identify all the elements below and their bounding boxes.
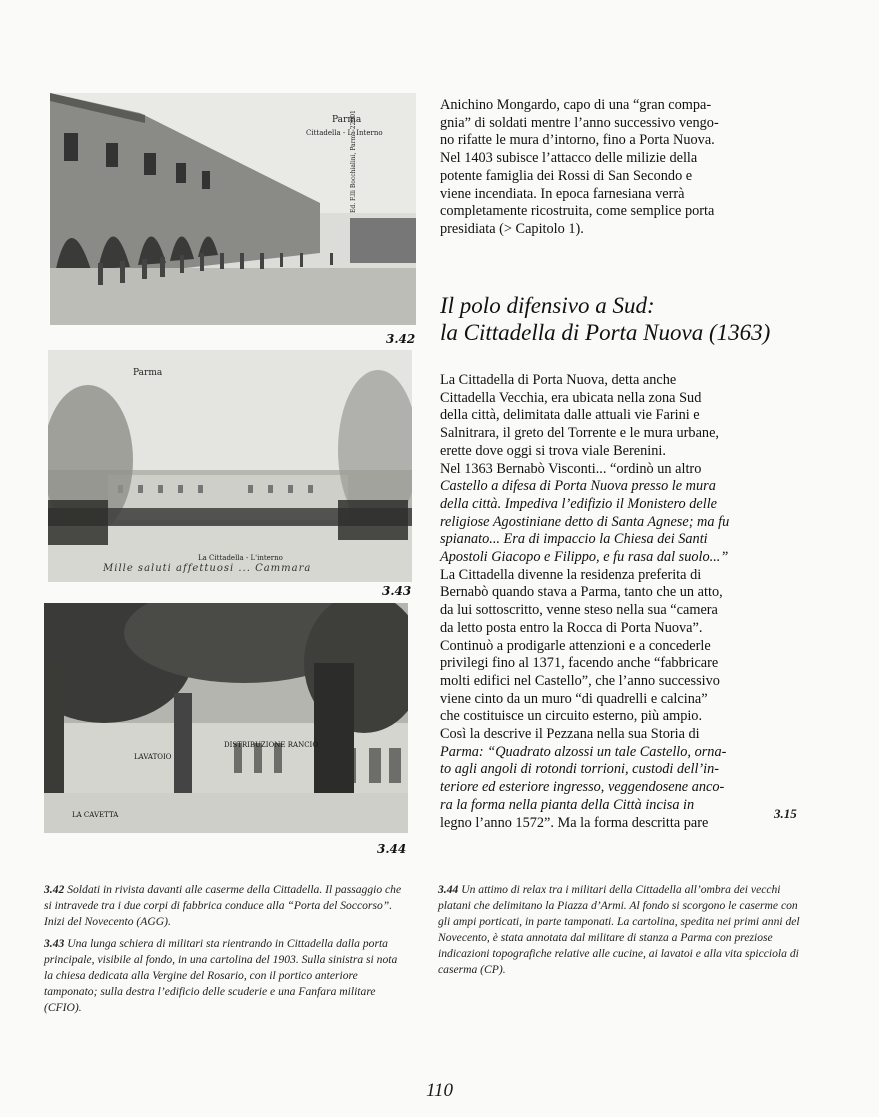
photo-side-text: Ed. F.lli Bocchialini, Parma 22901 (350, 110, 357, 213)
photo-3-43 (48, 350, 412, 582)
body-line: Apostoli Giacopo e Filippo, e fu rasa dal suolo...” (440, 549, 729, 566)
heading-line-2: la Cittadella di Porta Nuova (1363) (440, 320, 771, 345)
body-line: Salnitrara, il greto del Torrente e le mura urbane, (440, 425, 719, 442)
photo-sign-rancio: DISTRIBUZIONE RANCIO (224, 741, 319, 749)
body-line: della città. Impediva l’edifizio il Monistero delle (440, 495, 718, 512)
intro-line: Nel 1403 subisce l’attacco delle milizie della (440, 150, 698, 167)
caption-3-43 (44, 936, 406, 1016)
body-line: Castello a difesa di Porta Nuova presso le mura (440, 478, 716, 495)
intro-line: completamente ricostruita, come semplice porta (440, 203, 715, 220)
captions-right (438, 882, 800, 984)
intro-paragraph (440, 97, 772, 239)
body-line: erette dove oggi si trova viale Berenini. (440, 442, 666, 459)
photo-handwriting: Mille saluti affettuosi ... Cammara (103, 563, 312, 574)
page-number: 110 (425, 1080, 454, 1101)
body-text (440, 372, 772, 832)
figure-number-3-43: 3.43 (382, 584, 412, 598)
intro-line: no rifatte le mura d’intorno, fino a Porta Nuova. (440, 132, 715, 149)
intro-line: gnia” di soldati mentre l’anno successivo vengo- (440, 114, 719, 131)
body-line: teriore ed esteriore ingresso, veggendosene anco- (440, 779, 725, 796)
body-line: Continuò a prodigarle attenzioni e a concederle (440, 637, 711, 654)
heading-line-1: Il polo difensivo a Sud: (440, 293, 655, 318)
body-line: che costituisce un circuito esterno, più ampio. (440, 708, 703, 725)
caption-number: 3.42 (44, 883, 65, 896)
photo-sign-cavetta: LA CAVETTA (72, 811, 119, 819)
figure-number-3-42: 3.42 (386, 332, 416, 346)
caption-number: 3.43 (44, 937, 65, 950)
intro-line: viene incendiata. In epoca farnesiana verrà (440, 185, 685, 202)
section-heading (440, 292, 780, 346)
body-line: Parma: “Quadrato alzossi un tale Castello, orna- (440, 743, 727, 760)
body-line: Nel 1363 Bernabò Visconti... “ordinò un altro (440, 460, 702, 477)
body-line: spianato... Era di impaccio la Chiesa dei Santi (440, 531, 708, 548)
body-line: da lui sottoscritto, venne steso nella sua “camera (440, 602, 718, 619)
figure-number-3-44: 3.44 (377, 842, 407, 856)
intro-line: presidiata (> Capitolo 1). (440, 220, 584, 237)
photo-caption-strip: La Cittadella - L'interno (198, 554, 283, 562)
intro-line: Anichino Mongardo, capo di una “gran compa- (440, 97, 712, 113)
caption-3-42 (44, 882, 406, 930)
photo-3-42 (50, 93, 416, 325)
captions-left (44, 882, 406, 1022)
margin-reference: 3.15 (774, 806, 797, 821)
body-line: privilegi fino al 1371, facendo anche “fabbricare (440, 655, 719, 672)
photo-label-city: Parma (332, 115, 362, 125)
body-line: religiose Agostiniane detto di Santa Agnese; ma fu (440, 513, 730, 530)
body-line: La Cittadella di Porta Nuova, detta anche (440, 372, 677, 388)
body-line: La Cittadella divenne la residenza preferita di (440, 566, 702, 583)
photo-sign-lavatoio: LAVATOIO (134, 753, 172, 761)
caption-text: Una lunga schiera di militari sta rientrando in Cittadella dalla porta principale, visibile al fondo, in una cartolina del 1903. Sulla sinistra si nota la chiesa dedicata alla Vergine del Rosario, con il portico anteriore tamponato; sulla destra l’edificio delle scuderie e una Fanfara militare (CFIO). (44, 937, 398, 1014)
body-line: Così la descrive il Pezzana nella sua Storia di (440, 726, 700, 743)
body-line: ra la forma nella pianta della Città incisa in (440, 796, 695, 813)
body-line: molti edifici nel Castello”, che l’anno successivo (440, 672, 720, 689)
body-line: to agli angoli di rotondi torrioni, custodi dell’in- (440, 761, 720, 778)
caption-3-44 (438, 882, 800, 978)
body-line: legno l’anno 1572”. Ma la forma descritta pare (440, 814, 709, 831)
body-line: della città, delimitata dalle attuali vie Farini e (440, 407, 700, 424)
body-line: viene cinto da un muro “di quadrelli e calcina” (440, 690, 708, 707)
caption-text: Un attimo di relax tra i militari della Cittadella all’ombra dei vecchi platani che delimitano la Piazza d’Armi. Al fondo si scorgono le caserme con gli ampi porticati, in parte tamponati. La cartolina, spedita nei primi anni del Novecento, è stata annotata dal militare di stanza a Parma con preziose indicazioni topografiche relative alle cucine, ai lavatoi e alla vita spicciola di caserma (CP). (438, 883, 800, 976)
body-line: Bernabò quando stava a Parma, tanto che un atto, (440, 584, 723, 601)
caption-number: 3.44 (438, 883, 459, 896)
body-line: Cittadella Vecchia, era ubicata nella zona Sud (440, 389, 702, 406)
photo-label-city: Parma (133, 368, 163, 378)
intro-line: potente famiglia dei Rossi di San Secondo e (440, 167, 693, 184)
caption-text: Soldati in rivista davanti alle caserme della Cittadella. Il passaggio che si intravede tra i due corpi di fabbrica conduce alla “Porta del Soccorso”. Inizi del Novecento (AGG). (44, 883, 402, 928)
photo-label-place: Cittadella - L' Interno (306, 129, 383, 137)
photo-3-44 (44, 603, 408, 833)
body-line: da letto posta entro la Rocca di Porta Nuova”. (440, 619, 703, 636)
